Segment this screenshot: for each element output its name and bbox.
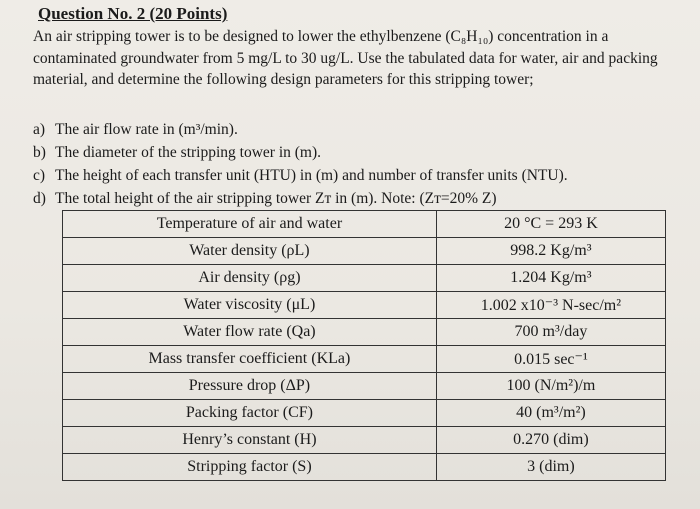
row-value: 0.015 sec⁻¹ [436,346,665,373]
row-label: Air density (ρg) [63,265,437,292]
part-letter: b) [33,144,46,161]
design-data-table [62,210,666,481]
part-text: The height of each transfer unit (HTU) in (m) and number of transfer units (NTU). [55,167,568,184]
table-row [63,400,666,427]
part-letter: d) [33,190,46,207]
table-row [63,373,666,400]
table-row [63,427,666,454]
row-label: Packing factor (CF) [63,400,437,427]
row-value: 1.002 x10⁻³ N-sec/m² [436,292,665,319]
table-row [63,454,666,481]
part-c [33,164,673,187]
table-row [63,346,666,373]
table-row [63,211,666,238]
row-label: Pressure drop (ΔP) [63,373,437,400]
question-parts [33,118,673,210]
row-label: Water flow rate (Qa) [63,319,437,346]
row-label: Mass transfer coefficient (KLa) [63,346,437,373]
row-value: 20 °C = 293 K [436,211,665,238]
row-label: Stripping factor (S) [63,454,437,481]
part-letter: c) [33,167,46,184]
row-label: Henry’s constant (H) [63,427,437,454]
row-label: Water density (ρL) [63,238,437,265]
part-d [33,187,673,210]
row-label: Water viscosity (μL) [63,292,437,319]
part-text: The total height of the air stripping tower Zᴛ in (m). Note: (Zᴛ=20% Z) [55,190,497,207]
table-row [63,292,666,319]
row-value: 100 (N/m²)/m [436,373,665,400]
table-row [63,265,666,292]
question-intro: An air stripping tower is to be designed to lower the ethylbenzene (C₈H₁₀) concentration in a contaminated groundwater from 5 mg/L to 30 ug/L. Use the tabulated data for water, air and packing material, and determine the following design parameters for this stripping tower; [33,28,658,88]
row-value: 3 (dim) [436,454,665,481]
row-label: Temperature of air and water [63,211,437,238]
table-row [63,319,666,346]
part-letter: a) [33,121,46,138]
part-text: The diameter of the stripping tower in (m). [55,144,322,161]
part-a [33,118,673,141]
row-value: 998.2 Kg/m³ [436,238,665,265]
part-text: The air flow rate in (m³/min). [55,121,238,138]
part-b [33,141,673,164]
table-row [63,238,666,265]
row-value: 700 m³/day [436,319,665,346]
row-value: 0.270 (dim) [436,427,665,454]
question-title: Question No. 2 (20 Points) [38,4,228,23]
row-value: 1.204 Kg/m³ [436,265,665,292]
row-value: 40 (m³/m²) [436,400,665,427]
